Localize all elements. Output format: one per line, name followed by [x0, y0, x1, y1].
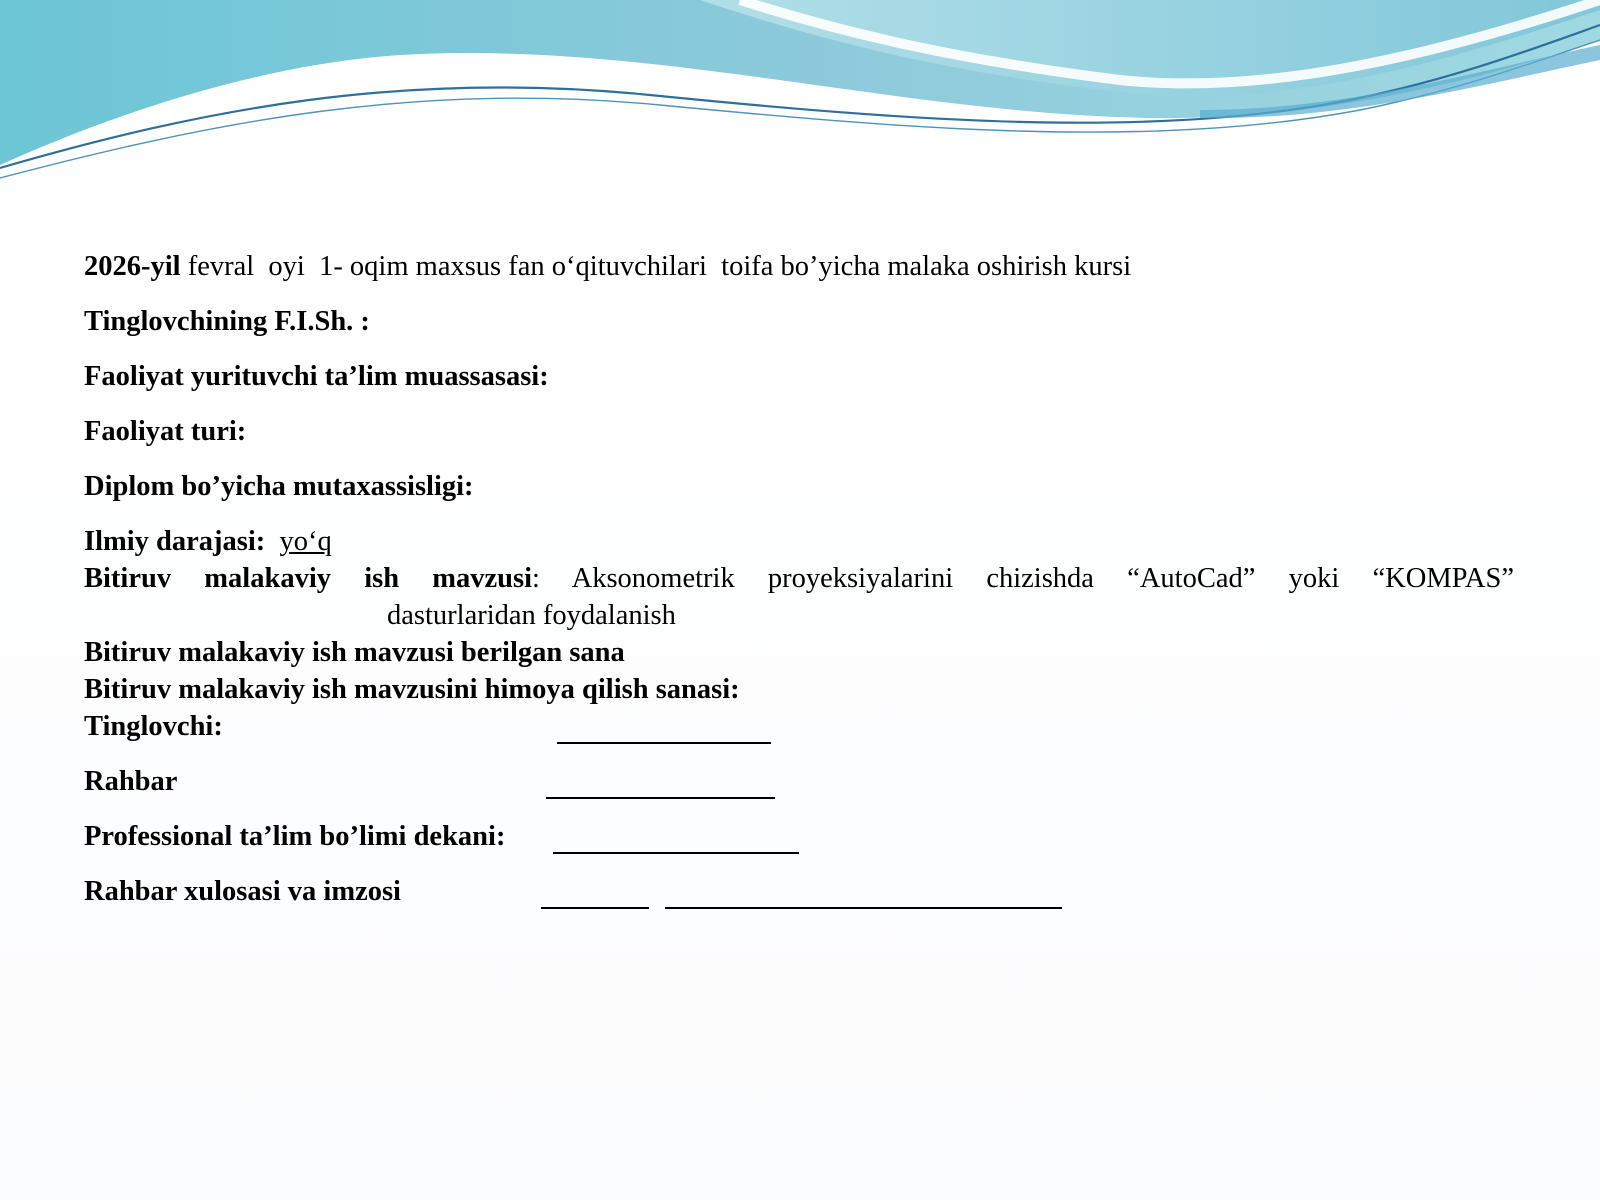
conclusion-label: Rahbar xulosasi va imzosi	[84, 876, 401, 908]
topic-value-line1: Aksonometrik proyeksiyalarini chizishda “AutoCad” yoki “KOMPAS”	[571, 563, 1514, 595]
listener-signature-row	[84, 708, 1514, 745]
supervisor-label: Rahbar	[84, 766, 178, 798]
topic-first-line	[84, 560, 1514, 597]
conclusion-signature-field[interactable]	[665, 877, 1062, 909]
supervisor-signature-row	[84, 763, 1514, 800]
header-wave-decoration	[0, 0, 1600, 200]
defense-date-label: Bitiruv malakaviy ish mavzusini himoya qilish sanasi:	[84, 674, 740, 706]
topic-colon: :	[532, 563, 540, 595]
listener-signature-field[interactable]	[557, 712, 771, 744]
institution-label: Faoliyat yurituvchi ta’lim muassasasi:	[84, 361, 549, 393]
conclusion-date-field[interactable]	[541, 877, 649, 909]
degree-row	[84, 523, 1514, 560]
topic-label: Bitiruv malakaviy ish mavzusi	[84, 563, 533, 595]
topic-block	[84, 560, 1514, 634]
course-year: 2026-yil	[84, 251, 181, 282]
course-header	[84, 248, 1514, 285]
degree-value: yoʻq	[279, 526, 332, 558]
conclusion-row	[84, 873, 1514, 910]
degree-label: Ilmiy darajasi:	[84, 526, 266, 558]
specialty-label: Diplom bo’yicha mutaxassisligi:	[84, 471, 474, 503]
topic-date-label: Bitiruv malakaviy ish mavzusi berilgan sana	[84, 637, 625, 669]
fish-label: Tinglovchining F.I.Sh. :	[84, 306, 370, 338]
topic-value-line2: dasturlaridan foydalanish	[387, 600, 676, 632]
listener-label: Tinglovchi:	[84, 711, 223, 743]
activity-label: Faoliyat turi:	[84, 416, 247, 448]
course-description: fevral oyi 1- oqim maxsus fan oʻqituvchilari toifa bo’yicha malaka oshirish kursi	[180, 251, 1132, 282]
dean-signature-field[interactable]	[553, 822, 799, 854]
dean-label: Professional ta’lim bo’limi dekani:	[84, 821, 506, 853]
supervisor-signature-field[interactable]	[546, 767, 775, 799]
form-content	[84, 248, 1514, 910]
dean-signature-row	[84, 818, 1514, 855]
